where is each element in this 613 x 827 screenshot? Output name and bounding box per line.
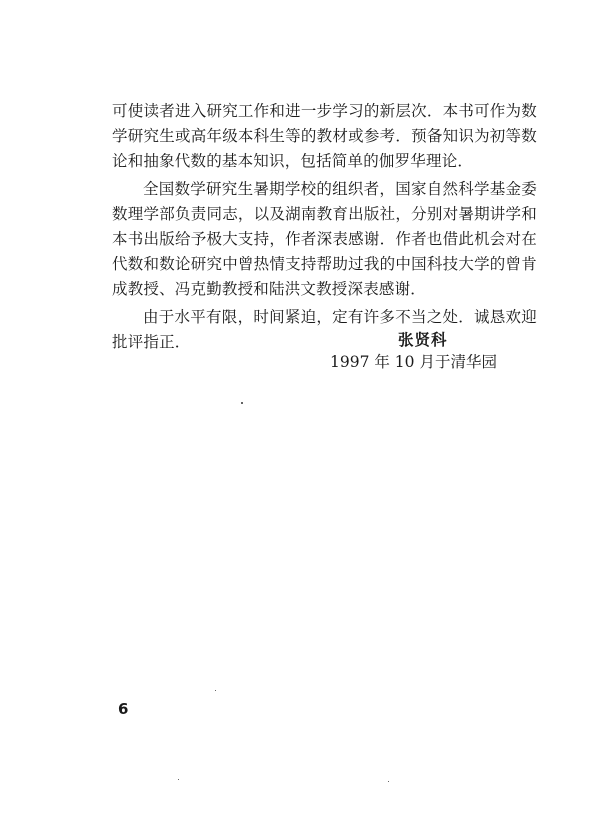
scan-speck <box>178 779 179 780</box>
paragraph-closing: 由于水平有限，时间紧迫，定有许多不当之处．诚恳欢迎批评指正． <box>112 308 537 351</box>
signature-date-place: 1997 年 10 月于清华园 <box>330 353 497 371</box>
paragraph-continuation: 可使读者进入研究工作和进一步学习的新层次．本书可作为数学研究生或高年级本科生等的教材或参考．预备知识为初等数论和抽象代数的基本知识，包括简单的伽罗华理论． <box>112 102 537 170</box>
body-text <box>112 99 537 358</box>
scan-speck <box>241 402 243 404</box>
page-number: 6 <box>118 700 129 718</box>
scan-speck <box>388 781 389 782</box>
scan-speck <box>215 690 216 691</box>
signature-author: 张贤科 <box>398 330 448 349</box>
paragraph-acknowledgements: 全国数学研究生暑期学校的组织者，国家自然科学基金委数理学部负责同志，以及湖南教育出版社，分别对暑期讲学和本书出版给予极大支持，作者深表感谢．作者也借此机会对在代数和数论研究中曾热情支持帮助过我的中国科技大学的曾肯成教授、冯克勤教授和陆洪文教授深表感谢． <box>112 180 537 298</box>
